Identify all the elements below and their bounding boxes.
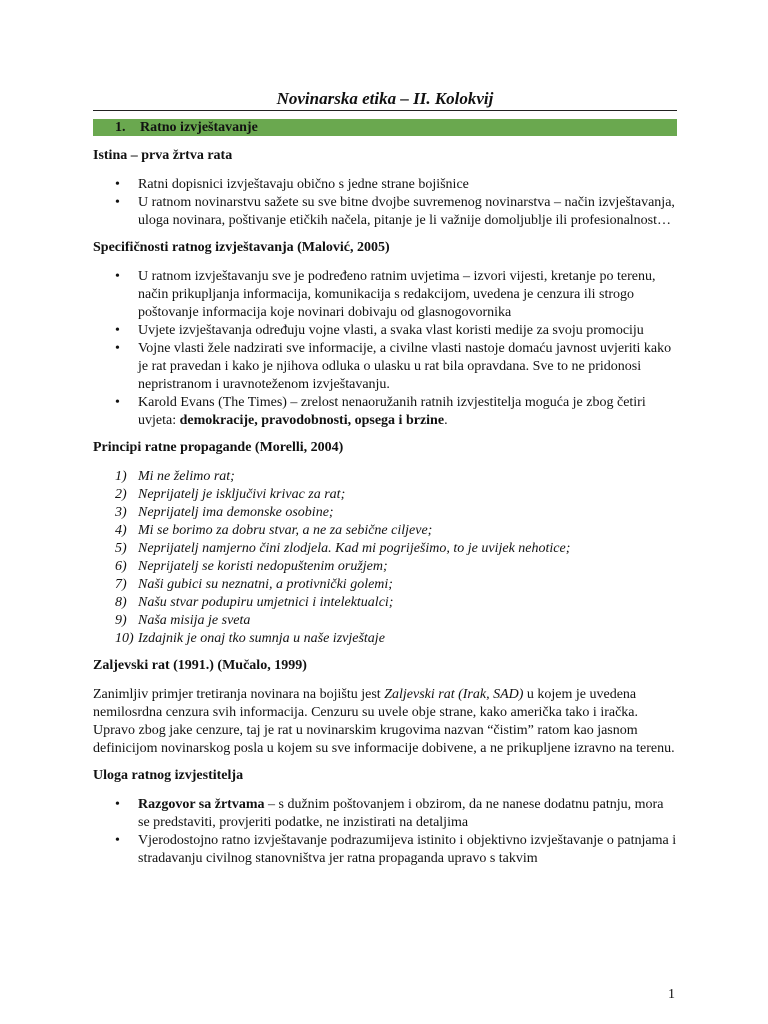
numbered-item bbox=[93, 486, 677, 504]
item-text: Izdajnik je onaj tko sumnja u naše izvještaje bbox=[138, 631, 385, 646]
item-text: Neprijatelj je isključivi krivac za rat; bbox=[138, 487, 346, 502]
list-item: • Vojne vlasti žele nadzirati sve informacije, a civilne vlasti nastoje domaću javnost uvjeriti kako je rat pravedan i kako je njihova odluka o ulasku u rat bila opravdana. Sve to ne pridonosi nepristranom i uravnoteženom izvještavanju. bbox=[93, 340, 677, 394]
item-number: 8) bbox=[115, 595, 127, 610]
item-number: 4) bbox=[115, 523, 127, 538]
numbered-item bbox=[93, 576, 677, 594]
item-text: Našu stvar podupiru umjetnici i intelektualci; bbox=[138, 595, 394, 610]
bold-term: demokracije, pravodobnosti, opsega i brzine bbox=[179, 413, 445, 428]
item-number: 9) bbox=[115, 613, 127, 628]
bullet-list-role bbox=[93, 796, 677, 868]
item-number: 7) bbox=[115, 577, 127, 592]
list-item bbox=[93, 394, 677, 430]
item-text: Neprijatelj namjerno čini zlodjela. Kad mi pogriješimo, to je uvijek nehotice; bbox=[138, 541, 571, 556]
heading-gulf-war: Zaljevski rat (1991.) (Mučalo, 1999) bbox=[93, 658, 307, 673]
bullet-list-specifics bbox=[93, 268, 677, 430]
item-text: Neprijatelj ima demonske osobine; bbox=[138, 505, 334, 520]
list-item: • Ratni dopisnici izvještavaju obično s jedne strane bojišnice bbox=[93, 176, 677, 194]
list-item bbox=[93, 796, 677, 832]
item-text: Neprijatelj se koristi nedopuštenim oružjem; bbox=[138, 559, 388, 574]
numbered-item bbox=[93, 468, 677, 486]
paragraph-text-rest: u kojem je uvedena nemilosrdna cenzura svih informacija. Cenzuru su uvele obje strane, kako američka tako i iračka. Upravo zbog jake cenzure, taj je rat u novinarskim krugovima nazvan “čistim” ratom kao jasnom definicijom novinarskog posla u kojem su sve informacije dobivene, a ne prikupljene izravno na terenu. bbox=[93, 687, 675, 756]
bold-term: Razgovor sa žrtvama bbox=[138, 797, 265, 812]
list-item-end: . bbox=[444, 413, 448, 428]
paragraph-italic: Zaljevski rat (Irak, SAD) bbox=[384, 687, 524, 702]
page-title: Novinarska etika – II. Kolokvij bbox=[93, 88, 677, 111]
list-item: • U ratnom izvještavanju sve je podređeno ratnim uvjetima – izvori vijesti, kretanje po terenu, način prikupljanja informacija, komunikacija s redakcijom, uvedena je cenzura ili strogo poštovanje informacija koje novinari dobivaju od glasnogovornika bbox=[93, 268, 677, 322]
item-number: 2) bbox=[115, 487, 127, 502]
numbered-item bbox=[93, 612, 677, 630]
item-number: 5) bbox=[115, 541, 127, 556]
list-item-text: Karold Evans (The Times) – zrelost nenaoružanih ratnih izvjestitelja moguća je zbog četiri uvjeta: bbox=[138, 395, 646, 428]
numbered-item bbox=[93, 594, 677, 612]
item-text: Mi ne želimo rat; bbox=[138, 469, 235, 484]
paragraph-gulf-war bbox=[93, 686, 677, 758]
numbered-item bbox=[93, 504, 677, 522]
bullet-list-truth bbox=[93, 176, 677, 230]
section-label: Ratno izvještavanje bbox=[140, 120, 258, 135]
item-number: 1) bbox=[115, 469, 127, 484]
numbered-list-propaganda bbox=[93, 468, 677, 648]
list-item-text: – s dužnim poštovanjem i obzirom, da ne nanese dodatnu patnju, mora se predstaviti, provjeriti podatke, ne inzistirati na detaljima bbox=[138, 797, 664, 830]
numbered-item bbox=[93, 522, 677, 540]
item-number: 6) bbox=[115, 559, 127, 574]
paragraph-text: Zanimljiv primjer tretiranja novinara na bojištu jest bbox=[93, 687, 385, 702]
item-text: Naši gubici su neznatni, a protivnički golemi; bbox=[138, 577, 393, 592]
numbered-item bbox=[93, 540, 677, 558]
heading-propaganda: Principi ratne propagande (Morelli, 2004) bbox=[93, 440, 344, 455]
list-item: • U ratnom novinarstvu sažete su sve bitne dvojbe suvremenog novinarstva – način izvještavanja, uloga novinara, poštivanje etičkih načela, pitanje je li važnije domoljublje ili profesionalnost… bbox=[93, 194, 677, 230]
section-number: 1. bbox=[115, 120, 126, 135]
page-number: 1 bbox=[668, 987, 675, 1002]
item-text: Naša misija je sveta bbox=[138, 613, 251, 628]
section-heading bbox=[93, 119, 677, 136]
item-text: Mi se borimo za dobru stvar, a ne za sebične ciljeve; bbox=[138, 523, 433, 538]
numbered-item bbox=[93, 630, 677, 648]
item-number: 10) bbox=[115, 631, 134, 646]
document-body bbox=[93, 147, 677, 877]
numbered-item bbox=[93, 558, 677, 576]
list-item: • Vjerodostojno ratno izvještavanje podrazumijeva istinito i objektivno izvještavanje o patnjama i stradavanju civilnog stanovništva jer ratna propaganda upravo s takvim bbox=[93, 832, 677, 868]
heading-truth: Istina – prva žrtva rata bbox=[93, 148, 233, 163]
heading-specifics: Specifičnosti ratnog izvještavanja (Malović, 2005) bbox=[93, 240, 390, 255]
list-item: • Uvjete izvještavanja određuju vojne vlasti, a svaka vlast koristi medije za svoju promociju bbox=[93, 322, 677, 340]
item-number: 3) bbox=[115, 505, 127, 520]
heading-role: Uloga ratnog izvjestitelja bbox=[93, 768, 244, 783]
